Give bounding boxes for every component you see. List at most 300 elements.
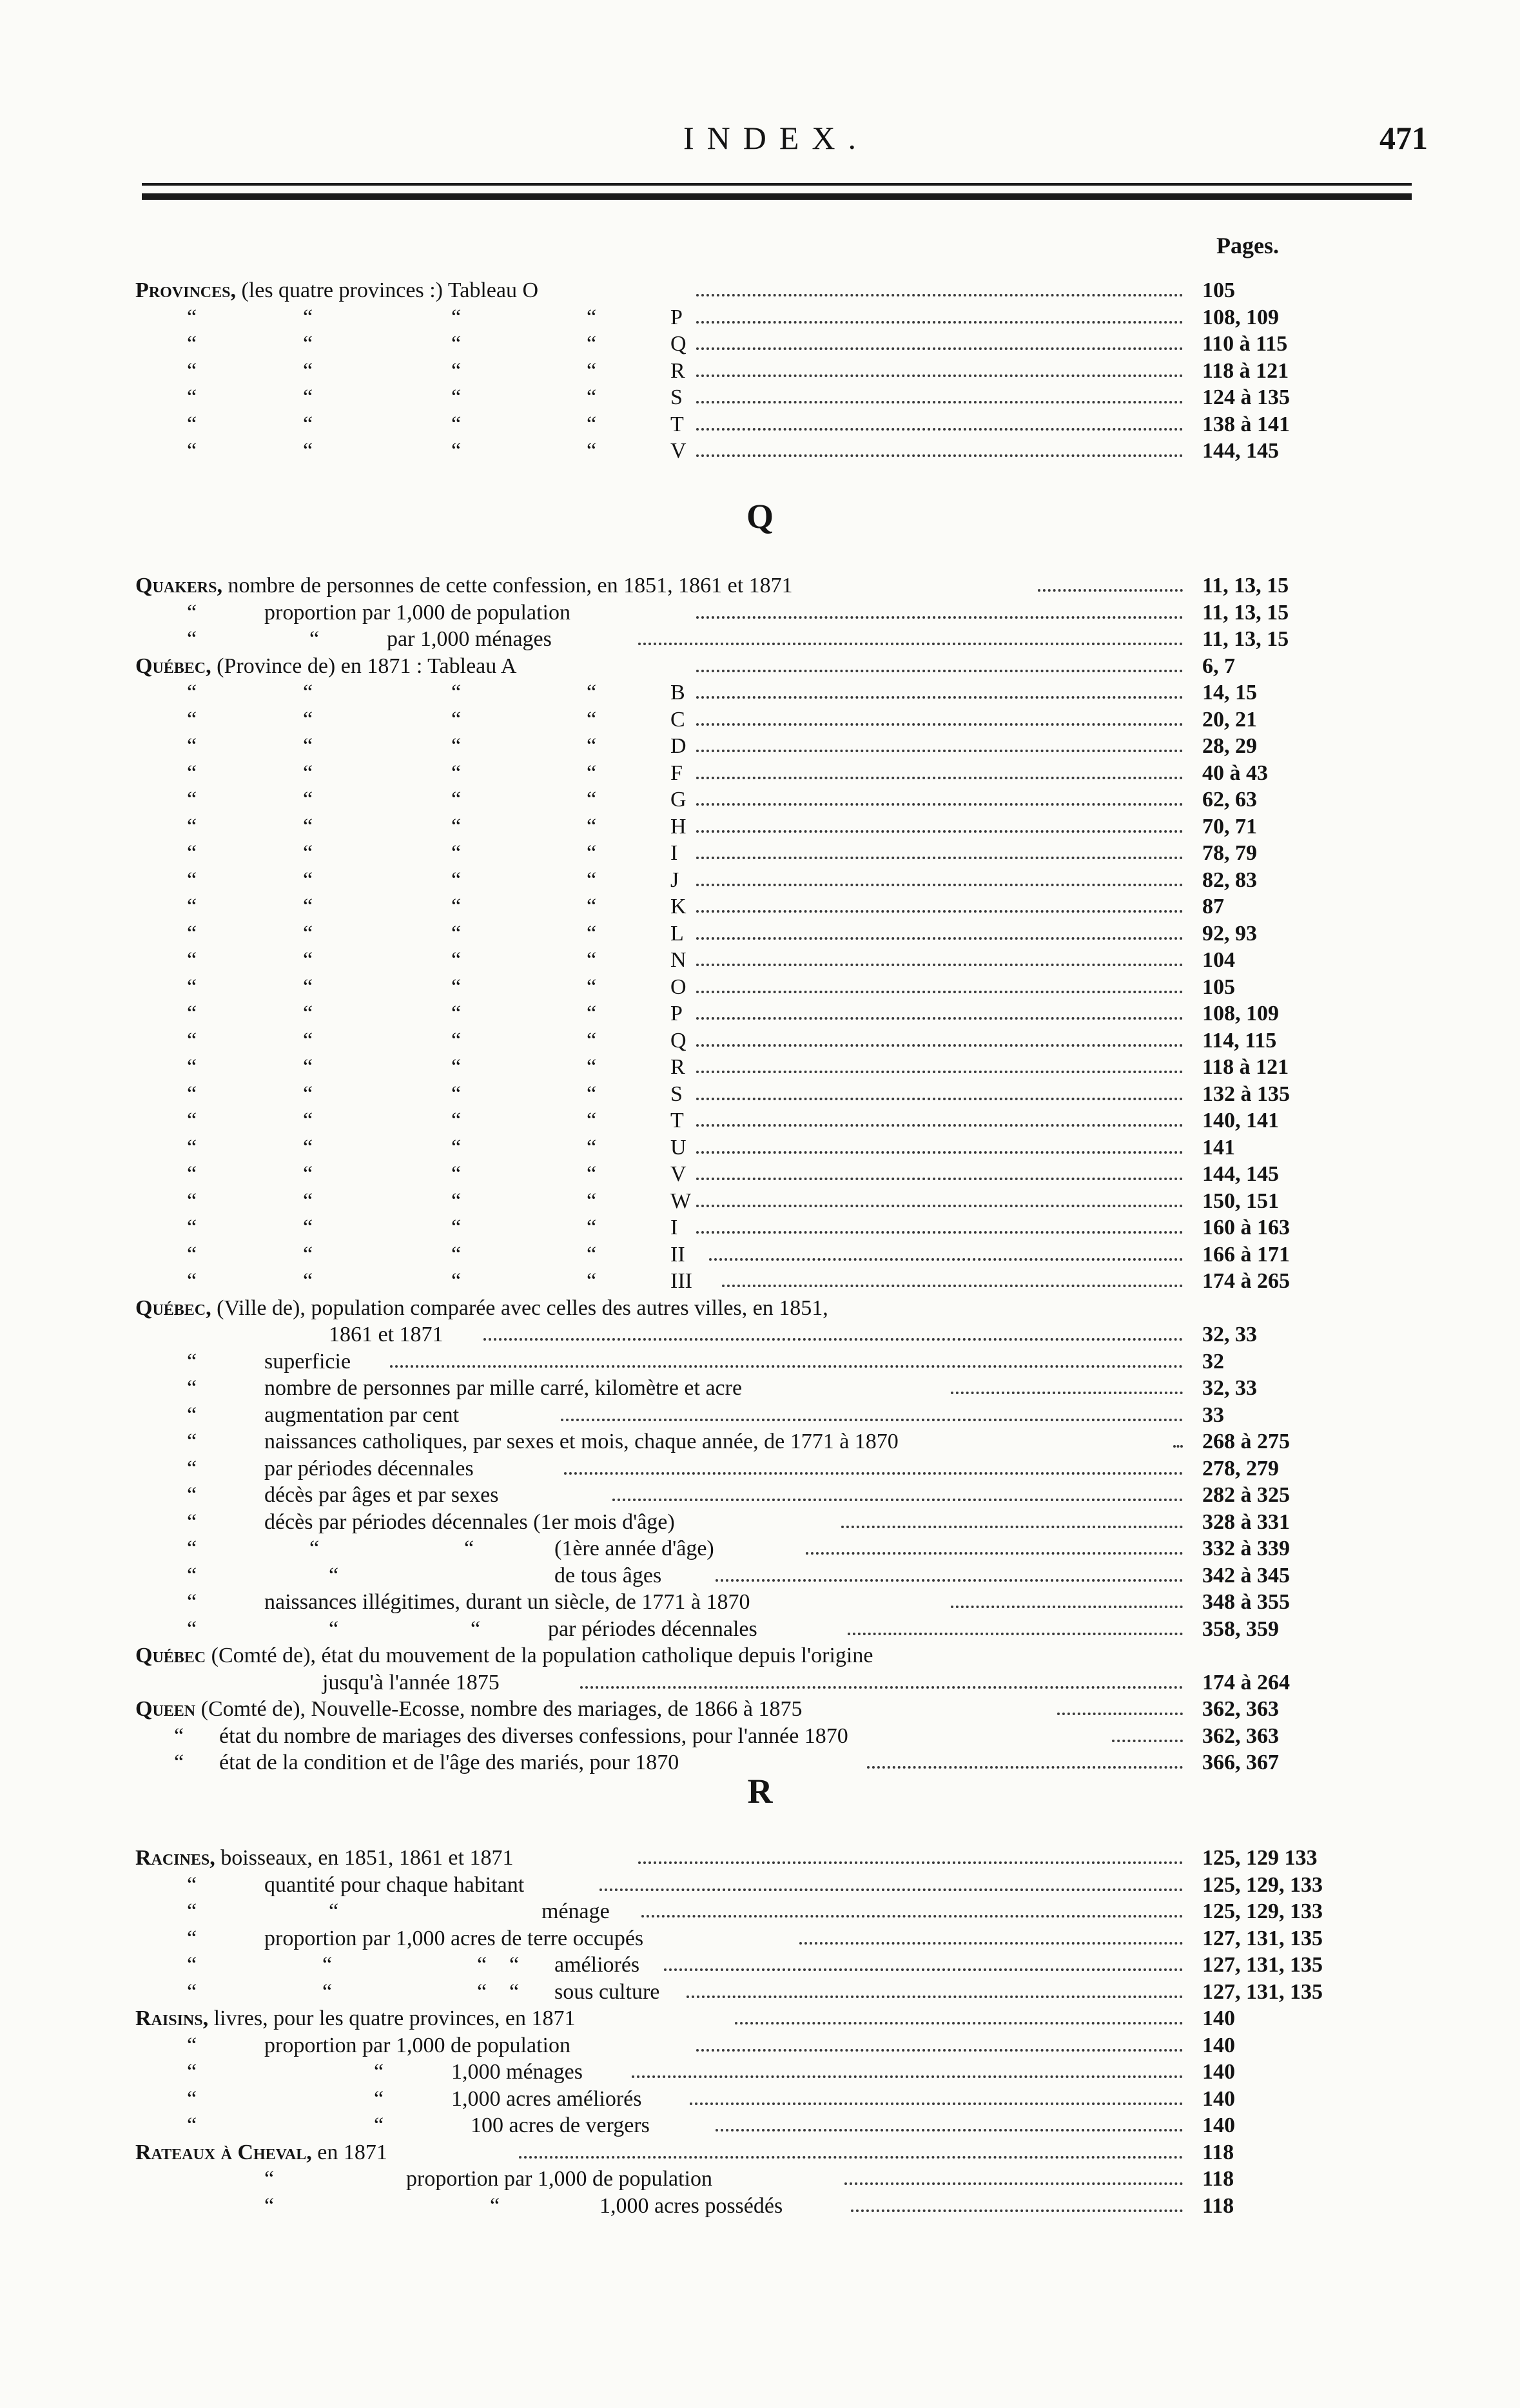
entry-text: proportion par 1,000 de population [264,600,570,625]
index-entry [135,1348,1418,1375]
ditto-mark: “ [451,761,462,785]
entry-heading: Québec [135,1644,206,1667]
ditto-mark: “ [587,1109,597,1132]
dot-leader [841,1526,1183,1528]
dot-leader [806,1552,1183,1555]
ditto-mark: “ [587,895,597,918]
index-entry [135,1589,1418,1616]
ditto-mark: “ [187,1979,197,2004]
entry-heading: Queen [135,1697,196,1721]
index-entry [135,947,1418,974]
entry-pages: 150, 151 [1202,1189,1279,1213]
dot-leader [696,616,1183,619]
ditto-mark: “ [303,1242,313,1267]
ditto-mark: “ [587,1269,597,1293]
entry-pages: 166 à 171 [1202,1242,1290,1267]
ditto-mark: “ [587,1135,597,1160]
index-entry [135,2166,1418,2193]
index-entry [135,1952,1418,1979]
dot-leader [696,1231,1183,1234]
dot-leader [696,1098,1183,1100]
ditto-mark: “ [587,412,597,436]
ditto-mark: “ [187,1483,197,1507]
index-entry [135,572,1418,599]
entry-pages: 105 [1202,975,1235,999]
ditto-mark: “ [587,1189,597,1213]
entry-text: R [670,358,685,383]
entry-text: Rateaux à Cheval, en 1871 [135,2140,387,2164]
entry-pages: 11, 13, 15 [1202,627,1289,651]
entry-pages: 358, 359 [1202,1617,1279,1641]
ditto-mark: “ [187,1456,197,1481]
ditto-mark: “ [187,1269,197,1293]
ditto-mark: “ [303,948,313,972]
index-entry [135,1872,1418,1899]
entry-pages: 118 à 121 [1202,1055,1289,1079]
entry-text: Québec (Comté de), état du mouvement de la population catholique depuis l'origine [135,1644,873,1667]
ditto-mark: “ [187,921,197,946]
ditto-mark: “ [303,707,313,732]
ditto-mark: “ [187,2033,197,2057]
index-entry [135,2059,1418,2086]
ditto-mark: “ [451,814,462,839]
ditto-mark: “ [477,1953,487,1977]
ditto-mark: “ [187,1135,197,1160]
ditto-mark: “ [587,975,597,999]
index-entry [135,1696,1418,1723]
dot-leader [696,1071,1183,1073]
dot-leader [1112,1740,1183,1742]
dot-leader [696,696,1183,699]
ditto-mark: “ [187,1376,197,1400]
index-entry [135,1188,1418,1215]
ditto-mark: “ [329,1899,339,1923]
entry-text: décès par âges et par sexes [264,1483,499,1507]
entry-text: Racines, boisseaux, en 1851, 1861 et 1871 [135,1846,514,1870]
index-entry [135,2193,1418,2220]
ditto-mark: “ [303,761,313,785]
entry-pages: 40 à 43 [1202,761,1268,785]
ditto-mark: “ [187,2086,197,2111]
ditto-mark: “ [587,1028,597,1053]
ditto-mark: “ [187,305,197,329]
ditto-mark: “ [303,1055,313,1079]
dot-leader [716,2129,1183,2131]
index-entry [135,1482,1418,1509]
dot-leader [696,1017,1183,1020]
ditto-mark: “ [322,1953,333,1977]
dot-leader [1173,1445,1183,1448]
entry-pages: 32, 33 [1202,1376,1257,1400]
entry-pages: 87 [1202,895,1224,918]
entry-heading: Québec, [135,1296,211,1320]
entry-pages: 14, 15 [1202,681,1257,704]
index-section-quakers-quebec [135,572,1418,1776]
index-entry [135,1241,1418,1268]
ditto-mark: “ [187,600,197,625]
entry-text: Q [670,332,687,356]
dot-leader [638,1861,1183,1864]
dot-leader [696,1178,1183,1180]
dot-leader [951,1392,1183,1394]
ditto-mark: “ [587,761,597,785]
entry-pages: 144, 145 [1202,1162,1279,1186]
ditto-mark: “ [303,385,313,409]
index-entry [135,1134,1418,1161]
entry-text: N [670,948,687,972]
entry-text: améliorés [554,1953,640,1977]
ditto-mark: “ [329,1617,339,1641]
ditto-mark: “ [587,1216,597,1239]
index-entry [135,786,1418,813]
entry-text: H [670,814,687,839]
dot-leader [1038,589,1183,592]
entry-pages: 124 à 135 [1202,385,1290,409]
entry-pages: 82, 83 [1202,868,1257,892]
index-entry [135,1898,1418,1925]
ditto-mark: “ [451,1082,462,1106]
ditto-mark: “ [451,734,462,758]
dot-leader [519,2156,1183,2159]
entry-text: U [670,1135,687,1160]
ditto-mark: “ [490,2193,500,2218]
ditto-mark: “ [451,948,462,972]
dot-leader [696,830,1183,833]
entry-heading: Québec, [135,654,211,678]
entry-pages: 20, 21 [1202,707,1257,732]
entry-pages: 125, 129, 133 [1202,1872,1323,1897]
entry-pages: 366, 367 [1202,1751,1279,1774]
ditto-mark: “ [187,1216,197,1239]
entry-pages: 6, 7 [1202,654,1235,678]
ditto-mark: “ [187,975,197,999]
dot-leader [483,1338,1183,1341]
dot-leader [664,1968,1183,1971]
entry-pages: 140 [1202,2033,1235,2057]
ditto-mark: “ [303,921,313,946]
ditto-mark: “ [451,332,462,356]
entry-pages: 108, 109 [1202,305,1279,329]
ditto-mark: “ [303,975,313,999]
index-entry [135,733,1418,760]
entry-pages: 282 à 325 [1202,1483,1290,1507]
dot-leader [696,294,1183,296]
entry-text: I [670,1216,678,1239]
ditto-mark: “ [509,1979,520,2004]
ditto-mark: “ [587,707,597,732]
index-entry [135,920,1418,947]
entry-pages: 118 [1202,2140,1234,2164]
index-entry [135,760,1418,787]
ditto-mark: “ [174,1751,184,1774]
ditto-mark: “ [587,358,597,383]
dot-leader [844,2182,1183,2185]
dot-leader [867,1766,1183,1769]
ditto-mark: “ [303,412,313,436]
dot-leader [580,1686,1183,1689]
entry-text: S [670,385,683,409]
ditto-mark: “ [187,868,197,892]
entry-pages: 362, 363 [1202,1697,1279,1721]
index-entry [135,1642,1418,1669]
index-entry [135,706,1418,733]
ditto-mark: “ [451,841,462,865]
ditto-mark: “ [187,948,197,972]
entry-text: J [670,868,679,892]
entry-pages: 114, 115 [1202,1028,1277,1053]
ditto-mark: “ [303,1109,313,1132]
dot-leader [696,723,1183,726]
ditto-mark: “ [451,1135,462,1160]
ditto-mark: “ [187,1590,197,1614]
index-entry [135,1845,1418,1872]
ditto-mark: “ [587,814,597,839]
ditto-mark: “ [587,921,597,946]
entry-pages: 127, 131, 135 [1202,1979,1323,2004]
entry-text: Queen (Comté de), Nouvelle-Ecosse, nombre des mariages, de 1866 à 1875 [135,1697,803,1721]
ditto-mark: “ [303,439,313,463]
entry-text: C [670,707,685,732]
entry-pages: 118 à 121 [1202,358,1289,383]
entry-text: par périodes décennales [264,1456,474,1481]
ditto-mark: “ [303,358,313,383]
header-rule-thick [142,193,1412,200]
dot-leader [696,401,1183,403]
index-entry [135,2032,1418,2059]
dot-leader [696,1124,1183,1127]
entry-heading: Raisins, [135,2006,209,2030]
ditto-mark: “ [451,1216,462,1239]
entry-text: superficie [264,1349,351,1374]
ditto-mark: “ [187,1189,197,1213]
entry-heading: Rateaux à Cheval, [135,2140,312,2164]
running-header [0,119,1520,158]
index-entry [135,411,1418,438]
ditto-mark: “ [187,814,197,839]
ditto-mark: “ [587,1002,597,1025]
ditto-mark: “ [587,385,597,409]
entry-text: F [670,761,683,785]
entry-pages: 78, 79 [1202,841,1257,865]
entry-text: V [670,439,687,463]
dot-leader [696,777,1183,779]
entry-pages: 132 à 135 [1202,1082,1290,1106]
entry-heading: Provinces, [135,278,236,302]
index-entry [135,1979,1418,2006]
entry-pages: 125, 129, 133 [1202,1899,1323,1923]
ditto-mark: “ [303,788,313,811]
ditto-mark: “ [187,734,197,758]
entry-text: proportion par 1,000 acres de terre occupés [264,1926,644,1950]
entry-text: 100 acres de vergers [471,2113,650,2137]
dot-leader [696,750,1183,752]
entry-pages: 362, 363 [1202,1723,1279,1748]
index-entry [135,304,1418,331]
entry-text: T [670,1109,684,1132]
ditto-mark: “ [451,707,462,732]
dot-leader [735,2022,1183,2024]
entry-pages: 140 [1202,2113,1235,2137]
ditto-mark: “ [303,1269,313,1293]
dot-leader [564,1472,1183,1475]
index-entry [135,1027,1418,1054]
index-entry [135,1428,1418,1455]
index-entry [135,1562,1418,1589]
ditto-mark: “ [322,1979,333,2004]
entry-text: R [670,1055,685,1079]
ditto-mark: “ [187,385,197,409]
ditto-mark: “ [187,1028,197,1053]
ditto-mark: “ [471,1617,481,1641]
dot-leader [599,1889,1183,1891]
entry-text: nombre de personnes par mille carré, kilomètre et acre [264,1376,743,1400]
ditto-mark: “ [509,1953,520,1977]
index-entry [135,1081,1418,1108]
entry-text: naissances catholiques, par sexes et mois, chaque année, de 1771 à 1870 [264,1430,899,1453]
ditto-mark: “ [587,948,597,972]
ditto-mark: “ [187,1002,197,1025]
dot-leader [696,454,1183,457]
entry-pages: 62, 63 [1202,788,1257,811]
index-entry [135,974,1418,1001]
index-entry [135,1616,1418,1643]
entry-pages: 174 à 264 [1202,1670,1290,1694]
dot-leader [632,2075,1183,2078]
dot-leader [951,1606,1183,1608]
ditto-mark: “ [451,1055,462,1079]
ditto-mark: “ [187,439,197,463]
entry-text: Québec, (Province de) en 1871 : Tableau A [135,654,517,678]
index-entry [135,1321,1418,1348]
entry-pages: 127, 131, 135 [1202,1926,1323,1950]
ditto-mark: “ [187,1617,197,1641]
dot-leader [696,884,1183,886]
ditto-mark: “ [451,1242,462,1267]
ditto-mark: “ [451,1162,462,1186]
dot-leader [716,1579,1183,1582]
entry-text: par périodes décennales [548,1617,757,1641]
dot-leader [696,374,1183,377]
index-entry [135,1054,1418,1081]
ditto-mark: “ [329,1563,339,1588]
dot-leader [696,2049,1183,2052]
section-letter-r: R [747,1772,773,1811]
index-entry [135,1161,1418,1188]
index-entry [135,2139,1418,2166]
ditto-mark: “ [187,1872,197,1897]
ditto-mark: “ [587,681,597,704]
entry-text: I [670,841,678,865]
entry-text: T [670,412,684,436]
entry-text: Québec, (Ville de), population comparée avec celles des autres villes, en 1851, [135,1296,828,1320]
entry-pages: 332 à 339 [1202,1537,1290,1560]
ditto-mark: “ [187,841,197,865]
dot-leader [1057,1713,1183,1715]
dot-leader [696,1044,1183,1047]
dot-leader [696,910,1183,913]
page-number: 471 [1379,120,1428,156]
entry-pages: 11, 13, 15 [1202,574,1289,597]
index-entry [135,1535,1418,1562]
ditto-mark: “ [187,1926,197,1950]
index-entry [135,813,1418,840]
ditto-mark: “ [187,2060,197,2084]
entry-text: par 1,000 ménages [387,627,552,651]
entry-text: jusqu'à l'année 1875 [322,1670,500,1694]
ditto-mark: “ [451,1002,462,1025]
ditto-mark: “ [464,1537,474,1560]
ditto-mark: “ [451,895,462,918]
ditto-mark: “ [374,2086,384,2111]
ditto-mark: “ [187,1899,197,1923]
ditto-mark: “ [187,1349,197,1374]
dot-leader [696,857,1183,859]
ditto-mark: “ [309,1537,320,1560]
index-entry [135,1375,1418,1402]
entry-pages: 160 à 163 [1202,1216,1290,1239]
ditto-mark: “ [587,1082,597,1106]
index-entry [135,1268,1418,1295]
ditto-mark: “ [303,681,313,704]
ditto-mark: “ [187,1403,197,1427]
index-entry [135,384,1418,411]
dot-leader [696,991,1183,993]
entry-pages: 92, 93 [1202,921,1257,946]
entry-pages: 174 à 265 [1202,1269,1290,1293]
ditto-mark: “ [451,788,462,811]
ditto-mark: “ [187,1109,197,1132]
ditto-mark: “ [187,1510,197,1534]
entry-text: proportion par 1,000 de population [264,2033,570,2057]
entry-heading: Quakers, [135,574,222,597]
index-entry [135,438,1418,465]
entry-pages: 348 à 355 [1202,1590,1290,1614]
page-title: INDEX. [683,120,870,156]
dot-leader [561,1419,1183,1421]
ditto-mark: “ [451,868,462,892]
ditto-mark: “ [303,1002,313,1025]
dot-leader [696,321,1183,324]
ditto-mark: “ [451,681,462,704]
ditto-mark: “ [303,895,313,918]
entry-text: décès par périodes décennales (1er mois d'âge) [264,1510,675,1534]
ditto-mark: “ [451,385,462,409]
dot-leader [709,1258,1183,1261]
ditto-mark: “ [303,734,313,758]
ditto-mark: “ [451,305,462,329]
entry-pages: 32 [1202,1349,1224,1374]
entry-pages: 140 [1202,2060,1235,2084]
ditto-mark: “ [587,841,597,865]
index-entry [135,626,1418,653]
dot-leader [690,2102,1183,2105]
ditto-mark: “ [303,841,313,865]
index-entry [135,893,1418,920]
entry-text: S [670,1082,683,1106]
entry-text: 1,000 acres améliorés [451,2086,642,2111]
entry-pages: 33 [1202,1403,1224,1427]
ditto-mark: “ [187,1082,197,1106]
dot-leader [612,1499,1183,1501]
ditto-mark: “ [187,1242,197,1267]
ditto-mark: “ [187,332,197,356]
ditto-mark: “ [303,332,313,356]
ditto-mark: “ [451,439,462,463]
ditto-mark: “ [303,1135,313,1160]
index-entry [135,1455,1418,1482]
entry-pages: 140 [1202,2086,1235,2111]
index-entry [135,679,1418,706]
